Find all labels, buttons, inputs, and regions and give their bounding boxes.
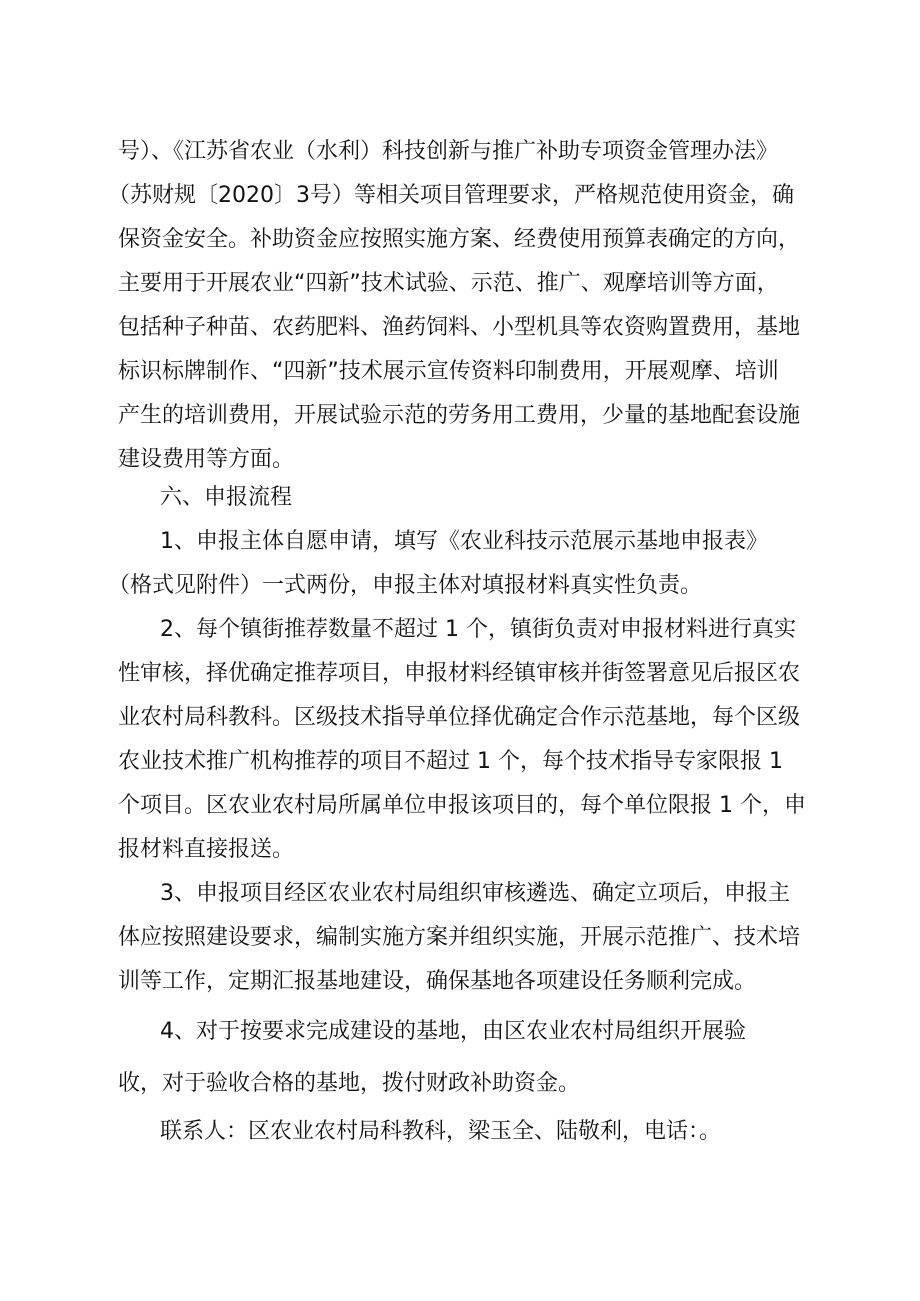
- body-line-3: [0, 220, 920, 260]
- body-line-19: [0, 918, 920, 958]
- body-text: 建设费用等方面。: [118, 447, 295, 472]
- body-text: 保资金安全。补助资金应按照实施方案、经费使用预算表确定的方向，: [118, 227, 801, 252]
- body-text: 标识标牌制作、“四新”技术展示宣传资料印制费用，开展观摩、培训: [118, 359, 779, 384]
- body-line-10: [0, 522, 920, 562]
- body-text: 3、申报项目经区农业农村局组织审核遴选、确定立项后，申报主: [160, 881, 790, 906]
- body-line-11: [0, 566, 920, 606]
- body-text: 业农村局科教科。区级技术指导单位择优确定合作示范基地，每个区级: [118, 705, 801, 730]
- body-line-17: [0, 830, 920, 870]
- body-text: 体应按照建设要求，编制实施方案并组织实施，开展示范推广、技术培: [118, 925, 801, 950]
- body-text: 个项目。区农业农村局所属单位申报该项目的，每个单位限报 1 个，申: [118, 793, 806, 818]
- body-line-2: [0, 176, 920, 216]
- body-text: 号）、《江苏省农业（水利）科技创新与推广补助专项资金管理办法》: [118, 139, 779, 164]
- body-line-5: [0, 308, 920, 348]
- body-text: 4、对于按要求完成建设的基地，由区农业农村局组织开展验: [160, 1019, 746, 1044]
- body-line-15: [0, 742, 920, 782]
- body-line-6: [0, 352, 920, 392]
- body-line-22: [0, 1064, 920, 1104]
- body-text: 农业技术推广机构推荐的项目不超过 1 个，每个技术指导专家限报 1: [118, 749, 783, 774]
- section-heading: [0, 478, 920, 518]
- contact-text: 联系人：区农业农村局科教科，梁玉全、陆敬利，电话：。: [160, 1119, 722, 1144]
- body-text: 主要用于开展农业“四新”技术试验、示范、推广、观摩培训等方面，: [118, 271, 779, 296]
- body-line-21: [0, 1012, 920, 1052]
- body-text: 收，对于验收合格的基地，拨付财政补助资金。: [118, 1071, 581, 1096]
- body-line-12: [0, 610, 920, 650]
- body-text: 包括种子种苗、农药肥料、渔药饲料、小型机具等农资购置费用，基地: [118, 315, 801, 340]
- body-line-4: [0, 264, 920, 304]
- contact-line: [0, 1112, 920, 1152]
- body-text: （苏财规〔2020〕3号）等相关项目管理要求，严格规范使用资金，确: [108, 183, 794, 208]
- body-text: 训等工作，定期汇报基地建设，确保基地各项建设任务顺利完成。: [118, 969, 757, 994]
- body-line-20: [0, 962, 920, 1002]
- body-line-7: [0, 396, 920, 436]
- body-line-1: [0, 132, 920, 172]
- body-line-18: [0, 874, 920, 914]
- body-line-14: [0, 698, 920, 738]
- body-text: 产生的培训费用，开展试验示范的劳务用工费用，少量的基地配套设施: [118, 403, 801, 428]
- body-line-8: [0, 440, 920, 480]
- body-text: 2、每个镇街推荐数量不超过 1 个，镇街负责对申报材料进行真实: [160, 617, 796, 642]
- body-text: 报材料直接报送。: [118, 837, 295, 862]
- body-line-13: [0, 654, 920, 694]
- section-heading-text: 六、申报流程: [160, 485, 293, 510]
- body-line-16: [0, 786, 920, 826]
- body-text: 1、申报主体自愿申请，填写《农业科技示范展示基地申报表》: [160, 529, 768, 554]
- body-text: （格式见附件）一式两份，申报主体对填报材料真实性负责。: [108, 573, 703, 598]
- body-text: 性审核，择优确定推荐项目，申报材料经镇审核并街签署意见后报区农: [118, 661, 801, 686]
